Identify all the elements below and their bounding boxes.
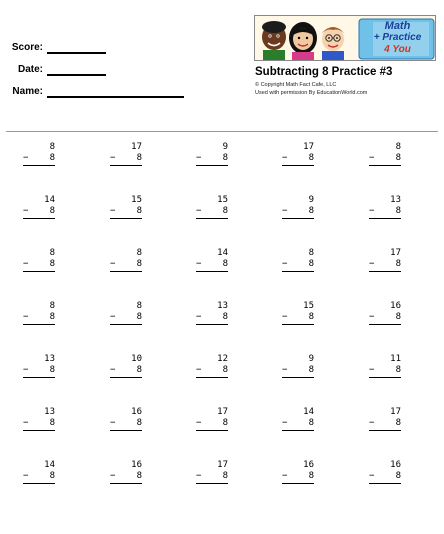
answer-line[interactable] bbox=[110, 218, 142, 219]
minuend: 12 bbox=[217, 354, 228, 364]
minus-sign: − bbox=[282, 153, 288, 163]
answer-line[interactable] bbox=[23, 324, 55, 325]
answer-line[interactable] bbox=[282, 324, 314, 325]
subtrahend-row bbox=[110, 471, 142, 482]
subtrahend-row bbox=[282, 259, 314, 270]
subtrahend: 8 bbox=[49, 153, 55, 163]
subtrahend: 8 bbox=[308, 471, 314, 481]
answer-line[interactable] bbox=[369, 483, 401, 484]
subtraction-problem bbox=[369, 460, 401, 490]
kid-one-icon bbox=[262, 21, 286, 61]
subtrahend-row bbox=[23, 312, 55, 323]
answer-line[interactable] bbox=[282, 377, 314, 378]
minus-sign: − bbox=[369, 206, 375, 216]
subtrahend: 8 bbox=[222, 206, 228, 216]
subtrahend-row bbox=[196, 206, 228, 217]
minus-sign: − bbox=[369, 365, 375, 375]
subtrahend: 8 bbox=[308, 365, 314, 375]
subtrahend: 8 bbox=[395, 312, 401, 322]
score-label: Score: bbox=[11, 42, 43, 53]
subtraction-problem bbox=[23, 460, 55, 490]
subtrahend-row bbox=[282, 471, 314, 482]
subtrahend-row bbox=[369, 418, 401, 429]
answer-line[interactable] bbox=[369, 271, 401, 272]
answer-line[interactable] bbox=[23, 165, 55, 166]
minuend: 8 bbox=[136, 301, 142, 311]
subtraction-problem bbox=[110, 142, 142, 172]
minus-sign: − bbox=[369, 471, 375, 481]
subtrahend-row bbox=[369, 365, 401, 376]
subtrahend-row bbox=[23, 418, 55, 429]
minus-sign: − bbox=[282, 312, 288, 322]
subtrahend: 8 bbox=[222, 418, 228, 428]
subtrahend-row bbox=[23, 206, 55, 217]
minuend: 8 bbox=[49, 248, 55, 258]
subtrahend: 8 bbox=[222, 153, 228, 163]
subtraction-problem bbox=[369, 248, 401, 278]
subtrahend: 8 bbox=[49, 259, 55, 269]
minuend: 8 bbox=[49, 301, 55, 311]
subtrahend: 8 bbox=[308, 418, 314, 428]
minuend: 8 bbox=[308, 248, 314, 258]
subtraction-problem bbox=[110, 354, 142, 384]
minuend: 11 bbox=[390, 354, 401, 364]
minus-sign: − bbox=[369, 259, 375, 269]
subtraction-problem bbox=[282, 354, 314, 384]
subtrahend-row bbox=[369, 471, 401, 482]
minuend: 14 bbox=[44, 460, 55, 470]
subtrahend-row bbox=[196, 153, 228, 164]
minus-sign: − bbox=[23, 312, 29, 322]
minuend: 16 bbox=[131, 460, 142, 470]
minuend: 9 bbox=[308, 195, 314, 205]
minus-sign: − bbox=[282, 471, 288, 481]
minus-sign: − bbox=[110, 153, 116, 163]
answer-line[interactable] bbox=[196, 483, 228, 484]
minuend: 17 bbox=[303, 142, 314, 152]
minuend: 13 bbox=[44, 407, 55, 417]
subtrahend-row bbox=[282, 312, 314, 323]
subtrahend: 8 bbox=[49, 471, 55, 481]
subtrahend-row bbox=[196, 471, 228, 482]
subtraction-problem bbox=[282, 142, 314, 172]
subtraction-problem bbox=[196, 248, 228, 278]
minus-sign: − bbox=[23, 418, 29, 428]
subtrahend: 8 bbox=[308, 206, 314, 216]
minuend: 8 bbox=[136, 248, 142, 258]
minuend: 15 bbox=[131, 195, 142, 205]
subtraction-problem bbox=[23, 301, 55, 331]
name-field bbox=[4, 86, 184, 98]
subtrahend-row bbox=[110, 365, 142, 376]
subtrahend-row bbox=[282, 206, 314, 217]
subtrahend: 8 bbox=[308, 312, 314, 322]
minuend: 17 bbox=[390, 248, 401, 258]
answer-line[interactable] bbox=[110, 324, 142, 325]
minus-sign: − bbox=[196, 365, 202, 375]
minuend: 10 bbox=[131, 354, 142, 364]
answer-line[interactable] bbox=[282, 271, 314, 272]
minus-sign: − bbox=[196, 206, 202, 216]
subtrahend: 8 bbox=[136, 471, 142, 481]
logo-line-4-you: 4 You bbox=[384, 44, 411, 55]
subtrahend-row bbox=[282, 365, 314, 376]
subtrahend: 8 bbox=[49, 206, 55, 216]
minuend: 15 bbox=[217, 195, 228, 205]
subtraction-problem bbox=[282, 248, 314, 278]
subtraction-problem bbox=[282, 301, 314, 331]
minuend: 13 bbox=[44, 354, 55, 364]
subtraction-problem bbox=[196, 407, 228, 437]
subtraction-problem bbox=[196, 354, 228, 384]
worksheet-title: Subtracting 8 Practice #3 bbox=[255, 66, 393, 78]
subtrahend: 8 bbox=[222, 312, 228, 322]
answer-line[interactable] bbox=[282, 483, 314, 484]
minus-sign: − bbox=[110, 471, 116, 481]
minus-sign: − bbox=[369, 312, 375, 322]
subtrahend-row bbox=[110, 418, 142, 429]
subtrahend: 8 bbox=[395, 206, 401, 216]
subtraction-problem bbox=[110, 195, 142, 225]
logo-text bbox=[361, 19, 434, 59]
subtraction-problem bbox=[110, 301, 142, 331]
subtrahend-row bbox=[110, 259, 142, 270]
subtraction-problem bbox=[282, 407, 314, 437]
minuend: 14 bbox=[303, 407, 314, 417]
minuend: 17 bbox=[390, 407, 401, 417]
subtrahend-row bbox=[369, 259, 401, 270]
subtraction-problem bbox=[23, 354, 55, 384]
subtrahend: 8 bbox=[395, 153, 401, 163]
subtrahend: 8 bbox=[49, 312, 55, 322]
minus-sign: − bbox=[196, 312, 202, 322]
subtraction-problem bbox=[23, 195, 55, 225]
answer-line[interactable] bbox=[196, 324, 228, 325]
score-field bbox=[4, 42, 106, 54]
answer-line[interactable] bbox=[369, 377, 401, 378]
minus-sign: − bbox=[196, 259, 202, 269]
minuend: 16 bbox=[131, 407, 142, 417]
kid-three-icon bbox=[321, 27, 345, 61]
answer-line[interactable] bbox=[369, 218, 401, 219]
answer-line[interactable] bbox=[23, 271, 55, 272]
answer-line[interactable] bbox=[110, 483, 142, 484]
minus-sign: − bbox=[196, 153, 202, 163]
subtrahend-row bbox=[282, 153, 314, 164]
answer-line[interactable] bbox=[196, 218, 228, 219]
subtraction-problem bbox=[196, 301, 228, 331]
subtrahend-row bbox=[23, 259, 55, 270]
subtrahend-row bbox=[110, 153, 142, 164]
subtrahend: 8 bbox=[395, 259, 401, 269]
score-blank-line[interactable] bbox=[47, 44, 106, 54]
subtraction-problem bbox=[196, 460, 228, 490]
minus-sign: − bbox=[23, 153, 29, 163]
subtrahend-row bbox=[369, 153, 401, 164]
subtraction-problem bbox=[369, 301, 401, 331]
subtraction-problem bbox=[369, 354, 401, 384]
minus-sign: − bbox=[110, 206, 116, 216]
date-blank-line[interactable] bbox=[47, 66, 106, 76]
subtraction-problem bbox=[369, 195, 401, 225]
subtrahend-row bbox=[110, 312, 142, 323]
subtrahend-row bbox=[23, 153, 55, 164]
answer-line[interactable] bbox=[110, 430, 142, 431]
subtrahend-row bbox=[196, 418, 228, 429]
answer-line[interactable] bbox=[282, 218, 314, 219]
date-field bbox=[4, 64, 106, 76]
subtrahend: 8 bbox=[395, 418, 401, 428]
subtrahend: 8 bbox=[49, 418, 55, 428]
subtrahend-row bbox=[196, 259, 228, 270]
subtrahend: 8 bbox=[222, 259, 228, 269]
subtrahend: 8 bbox=[308, 259, 314, 269]
subtraction-problem bbox=[282, 195, 314, 225]
minus-sign: − bbox=[196, 471, 202, 481]
answer-line[interactable] bbox=[110, 271, 142, 272]
subtrahend: 8 bbox=[136, 259, 142, 269]
subtraction-problem bbox=[369, 407, 401, 437]
kid-two-icon bbox=[289, 22, 317, 61]
subtrahend: 8 bbox=[136, 153, 142, 163]
subtraction-problem bbox=[282, 460, 314, 490]
minus-sign: − bbox=[282, 418, 288, 428]
minuend: 13 bbox=[217, 301, 228, 311]
minus-sign: − bbox=[23, 206, 29, 216]
minuend: 13 bbox=[390, 195, 401, 205]
subtraction-problem bbox=[369, 142, 401, 172]
subtrahend-row bbox=[369, 206, 401, 217]
subtrahend: 8 bbox=[395, 365, 401, 375]
subtrahend-row bbox=[23, 365, 55, 376]
subtrahend: 8 bbox=[395, 471, 401, 481]
answer-line[interactable] bbox=[282, 165, 314, 166]
answer-line[interactable] bbox=[23, 483, 55, 484]
minus-sign: − bbox=[23, 365, 29, 375]
answer-line[interactable] bbox=[110, 377, 142, 378]
subtrahend: 8 bbox=[136, 206, 142, 216]
answer-line[interactable] bbox=[196, 165, 228, 166]
subtraction-problem bbox=[23, 142, 55, 172]
minus-sign: − bbox=[196, 418, 202, 428]
subtrahend-row bbox=[369, 312, 401, 323]
name-label: Name: bbox=[12, 86, 43, 97]
minuend: 8 bbox=[49, 142, 55, 152]
logo-line-practice: + Practice bbox=[373, 32, 422, 43]
minus-sign: − bbox=[23, 471, 29, 481]
math-practice-banner bbox=[254, 15, 436, 61]
subtrahend: 8 bbox=[222, 471, 228, 481]
header-divider bbox=[6, 131, 438, 132]
answer-line[interactable] bbox=[23, 377, 55, 378]
subtrahend: 8 bbox=[136, 312, 142, 322]
answer-line[interactable] bbox=[196, 271, 228, 272]
minus-sign: − bbox=[110, 259, 116, 269]
minus-sign: − bbox=[110, 418, 116, 428]
answer-line[interactable] bbox=[196, 430, 228, 431]
subtrahend-row bbox=[282, 418, 314, 429]
subtrahend-row bbox=[110, 206, 142, 217]
name-blank-line[interactable] bbox=[47, 88, 184, 98]
minuend: 8 bbox=[395, 142, 401, 152]
subtraction-problem bbox=[110, 407, 142, 437]
subtrahend: 8 bbox=[222, 365, 228, 375]
answer-line[interactable] bbox=[110, 165, 142, 166]
minuend: 17 bbox=[131, 142, 142, 152]
subtraction-problem bbox=[23, 407, 55, 437]
minuend: 16 bbox=[390, 301, 401, 311]
subtraction-problem bbox=[23, 248, 55, 278]
minuend: 16 bbox=[303, 460, 314, 470]
minus-sign: − bbox=[369, 153, 375, 163]
minuend: 9 bbox=[222, 142, 228, 152]
minuend: 16 bbox=[390, 460, 401, 470]
minuend: 17 bbox=[217, 460, 228, 470]
minus-sign: − bbox=[369, 418, 375, 428]
minuend: 14 bbox=[44, 195, 55, 205]
date-label: Date: bbox=[17, 64, 43, 75]
answer-line[interactable] bbox=[282, 430, 314, 431]
subtraction-problem bbox=[196, 142, 228, 172]
minus-sign: − bbox=[110, 365, 116, 375]
subtraction-problem bbox=[110, 460, 142, 490]
minus-sign: − bbox=[23, 259, 29, 269]
subtraction-problem bbox=[110, 248, 142, 278]
subtrahend-row bbox=[196, 312, 228, 323]
subtrahend: 8 bbox=[136, 365, 142, 375]
logo-line-math: Math bbox=[384, 20, 411, 32]
answer-line[interactable] bbox=[23, 218, 55, 219]
copyright-line: © Copyright Math Fact Cafe, LLC bbox=[255, 82, 337, 88]
minuend: 14 bbox=[217, 248, 228, 258]
minus-sign: − bbox=[282, 365, 288, 375]
answer-line[interactable] bbox=[23, 430, 55, 431]
subtrahend-row bbox=[196, 365, 228, 376]
subtraction-problem bbox=[196, 195, 228, 225]
permission-line: Used with permission By EducationWorld.com bbox=[255, 90, 368, 96]
minus-sign: − bbox=[282, 206, 288, 216]
subtrahend: 8 bbox=[308, 153, 314, 163]
minus-sign: − bbox=[110, 312, 116, 322]
minuend: 15 bbox=[303, 301, 314, 311]
minus-sign: − bbox=[282, 259, 288, 269]
answer-line[interactable] bbox=[196, 377, 228, 378]
minuend: 9 bbox=[308, 354, 314, 364]
subtrahend: 8 bbox=[136, 418, 142, 428]
answer-line[interactable] bbox=[369, 165, 401, 166]
minuend: 17 bbox=[217, 407, 228, 417]
answer-line[interactable] bbox=[369, 430, 401, 431]
answer-line[interactable] bbox=[369, 324, 401, 325]
subtrahend: 8 bbox=[49, 365, 55, 375]
subtrahend-row bbox=[23, 471, 55, 482]
